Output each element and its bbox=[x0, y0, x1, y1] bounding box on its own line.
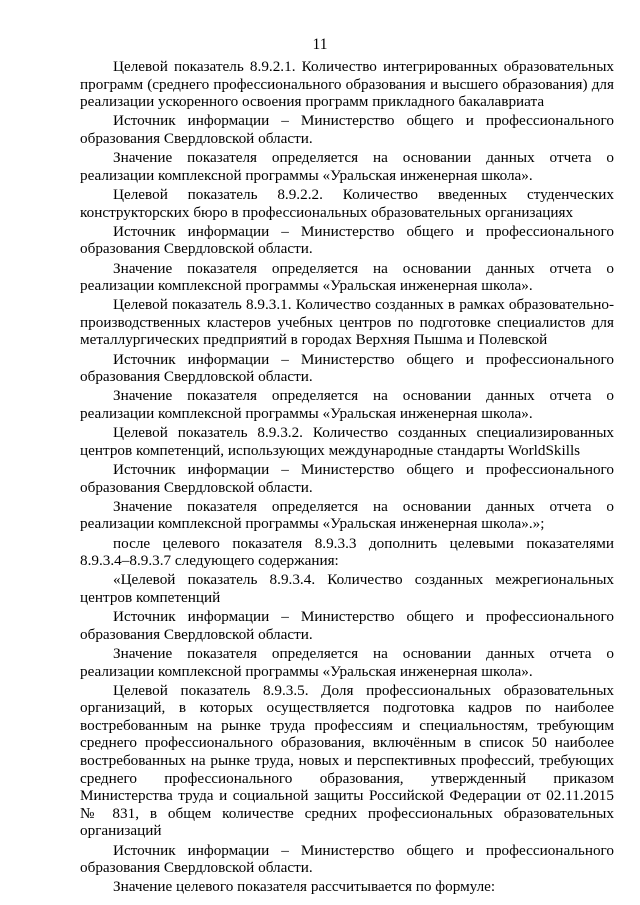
paragraph-indicator-8-9-2-1: Целевой показатель 8.9.2.1. Количество интегрированных образовательных программ (среднего профессионального образования и высшего образования) для реализации ускоренного освоения программ прикладного бакалавриата bbox=[80, 58, 614, 111]
document-body bbox=[80, 58, 614, 898]
paragraph-source: Источник информации – Министерство общего и профессионального образования Свердловской области. bbox=[80, 608, 614, 643]
paragraph-value-note: Значение показателя определяется на основании данных отчета о реализации комплексной программы «Уральская инженерная школа». bbox=[80, 259, 614, 295]
paragraph-source: Источник информации – Министерство общего и профессионального образования Свердловской области. bbox=[80, 461, 614, 496]
paragraph-source: Источник информации – Министерство общего и профессионального образования Свердловской области. bbox=[80, 112, 614, 147]
paragraph-value-note: Значение показателя определяется на основании данных отчета о реализации комплексной программы «Уральская инженерная школа». bbox=[80, 644, 614, 680]
paragraph-value-note: Значение показателя определяется на основании данных отчета о реализации комплексной программы «Уральская инженерная школа». bbox=[80, 149, 614, 184]
paragraph-indicator-8-9-3-2: Целевой показатель 8.9.3.2. Количество созданных специализированных центров компетенций, использующих международные стандарты WorldSkills bbox=[80, 424, 614, 459]
paragraph-value-note: Значение показателя определяется на основании данных отчета о реализации комплексной программы «Уральская инженерная школа».»; bbox=[80, 497, 614, 533]
paragraph-indicator-8-9-3-4: «Целевой показатель 8.9.3.4. Количество созданных межрегиональных центров компетенций bbox=[80, 571, 614, 606]
paragraph-indicator-8-9-3-5: Целевой показатель 8.9.3.5. Доля профессиональных образовательных организаций, в которых осуществляется подготовка кадров по наиболее востребованным на рынке труда профессиям и специальностям, требующим среднего профессионального образования, включённым в список 50 наиболее востребованных на рынке труда, новых и перспективных профессий, требующих среднего профессионального образования, утвержденный приказом Министерства труда и социальной защиты Российской Федерации от 02.11.2015 № 831, в общем количестве средних профессиональных образовательных организаций bbox=[80, 681, 614, 840]
page-number: 11 bbox=[312, 36, 328, 53]
paragraph-formula-intro: Значение целевого показателя рассчитывается по формуле: bbox=[113, 878, 496, 896]
paragraph-indicator-8-9-2-2: Целевой показатель 8.9.2.2. Количество введенных студенческих конструкторских бюро в профессиональных образовательных организациях bbox=[80, 185, 614, 221]
paragraph-source: Источник информации – Министерство общего и профессионального образования Свердловской области. bbox=[80, 350, 614, 386]
paragraph-source: Источник информации – Министерство общего и профессионального образования Свердловской области. bbox=[80, 841, 614, 877]
paragraph-indicator-8-9-3-1: Целевой показатель 8.9.3.1. Количество созданных в рамках образовательно-производственных кластеров учебных центров по подготовке специалистов для металлургических предприятий в городах Верхняя Пышма и Полевской bbox=[80, 296, 614, 349]
paragraph-source: Источник информации – Министерство общего и профессионального образования Свердловской области. bbox=[80, 222, 614, 258]
paragraph-value-note: Значение показателя определяется на основании данных отчета о реализации комплексной программы «Уральская инженерная школа». bbox=[80, 387, 614, 423]
paragraph-amendment-intro: после целевого показателя 8.9.3.3 дополнить целевыми показателями 8.9.3.4–8.9.3.7 следующего содержания: bbox=[80, 534, 614, 570]
